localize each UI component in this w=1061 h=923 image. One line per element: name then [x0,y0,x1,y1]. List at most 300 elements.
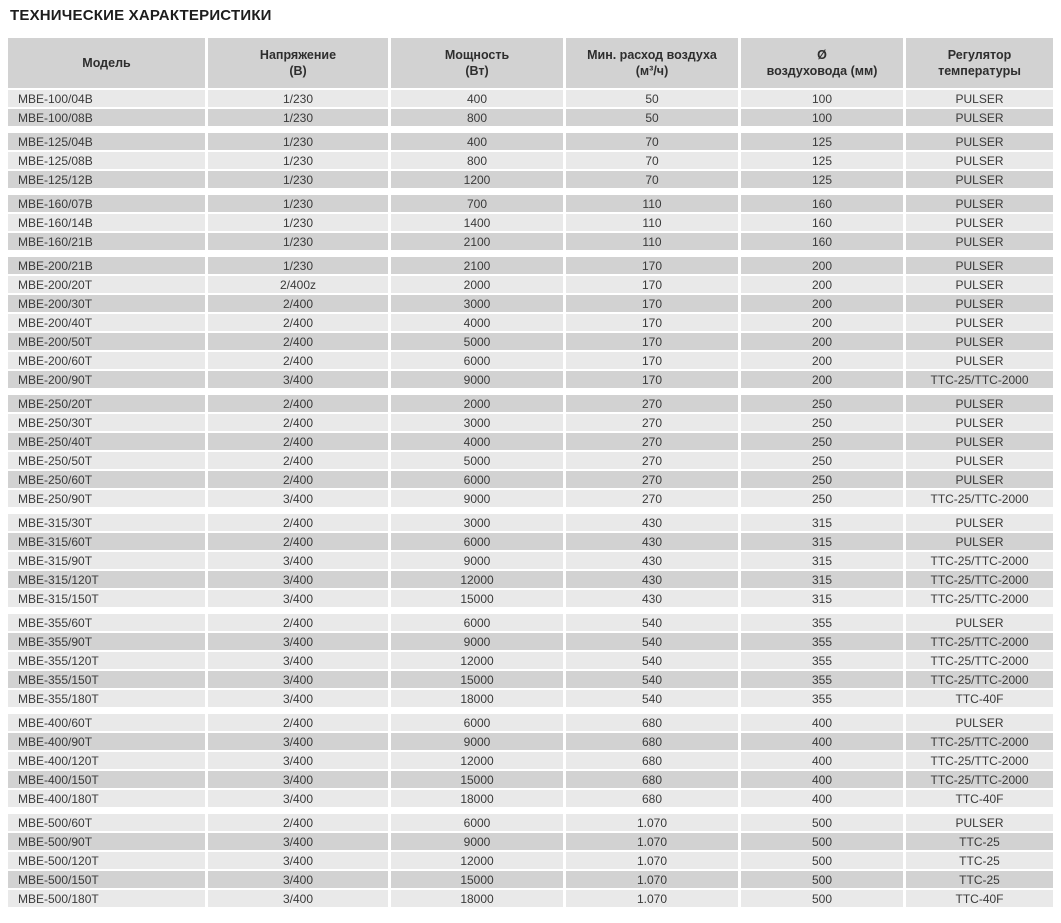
cell-model: MBE-250/90T [8,490,205,507]
table-row [8,276,1053,293]
table-body [8,90,1053,907]
cell-model: MBE-200/90T [8,371,205,388]
table-row [8,790,1053,807]
cell-voltage: 3/400 [208,571,388,588]
cell-duct-diameter: 200 [741,295,903,312]
cell-duct-diameter: 160 [741,195,903,212]
cell-model: MBE-315/150T [8,590,205,607]
cell-voltage: 1/230 [208,152,388,169]
cell-min-airflow: 70 [566,152,738,169]
cell-temp-regulator: PULSER [906,314,1053,331]
cell-power: 15000 [391,671,563,688]
cell-model: MBE-400/60T [8,714,205,731]
cell-model: MBE-250/60T [8,471,205,488]
cell-power: 400 [391,90,563,107]
cell-model: MBE-500/180T [8,890,205,907]
table-row [8,652,1053,669]
cell-duct-diameter: 400 [741,771,903,788]
cell-min-airflow: 110 [566,233,738,250]
cell-model: MBE-160/21B [8,233,205,250]
cell-temp-regulator: PULSER [906,352,1053,369]
cell-model: MBE-355/150T [8,671,205,688]
table-row [8,433,1053,450]
cell-power: 2100 [391,257,563,274]
cell-min-airflow: 430 [566,590,738,607]
cell-power: 1400 [391,214,563,231]
cell-min-airflow: 170 [566,276,738,293]
table-row [8,890,1053,907]
cell-duct-diameter: 355 [741,614,903,631]
table-row [8,571,1053,588]
table-row [8,195,1053,212]
header-power [391,38,563,88]
cell-min-airflow: 680 [566,771,738,788]
cell-temp-regulator: PULSER [906,433,1053,450]
cell-min-airflow: 110 [566,214,738,231]
cell-power: 6000 [391,714,563,731]
header-temp-regulator-unit: температуры [938,64,1021,78]
cell-voltage: 1/230 [208,257,388,274]
cell-temp-regulator: TTC-25/TTC-2000 [906,733,1053,750]
table-header-row [8,38,1053,88]
cell-model: MBE-250/50T [8,452,205,469]
cell-power: 700 [391,195,563,212]
header-temp-regulator-label: Регулятор [947,47,1012,62]
cell-duct-diameter: 200 [741,333,903,350]
cell-temp-regulator: TTC-25/TTC-2000 [906,771,1053,788]
cell-duct-diameter: 355 [741,671,903,688]
cell-model: MBE-200/60T [8,352,205,369]
cell-temp-regulator: PULSER [906,452,1053,469]
cell-power: 6000 [391,471,563,488]
cell-min-airflow: 270 [566,490,738,507]
cell-power: 6000 [391,814,563,831]
cell-temp-regulator: TTC-25/TTC-2000 [906,371,1053,388]
cell-duct-diameter: 200 [741,352,903,369]
cell-duct-diameter: 125 [741,133,903,150]
header-voltage-label: Напряжение [259,47,337,62]
cell-temp-regulator: TTC-40F [906,890,1053,907]
cell-model: MBE-200/40T [8,314,205,331]
cell-min-airflow: 1.070 [566,871,738,888]
cell-duct-diameter: 500 [741,890,903,907]
header-power-unit: (Вт) [465,64,489,78]
cell-temp-regulator: PULSER [906,195,1053,212]
table-row [8,314,1053,331]
cell-temp-regulator: TTC-25/TTC-2000 [906,490,1053,507]
cell-model: MBE-125/12B [8,171,205,188]
cell-model: MBE-200/21B [8,257,205,274]
page-title: ТЕХНИЧЕСКИЕ ХАРАКТЕРИСТИКИ [10,7,272,24]
table-row [8,295,1053,312]
cell-voltage: 1/230 [208,233,388,250]
table-row [8,771,1053,788]
cell-min-airflow: 270 [566,414,738,431]
cell-model: MBE-200/50T [8,333,205,350]
header-voltage [208,38,388,88]
cell-model: MBE-315/60T [8,533,205,550]
table-row [8,514,1053,531]
cell-temp-regulator: PULSER [906,814,1053,831]
table-row [8,733,1053,750]
cell-min-airflow: 430 [566,533,738,550]
cell-min-airflow: 1.070 [566,814,738,831]
cell-power: 6000 [391,533,563,550]
cell-min-airflow: 540 [566,633,738,650]
cell-temp-regulator: TTC-25 [906,871,1053,888]
cell-power: 4000 [391,433,563,450]
cell-temp-regulator: PULSER [906,714,1053,731]
cell-model: MBE-400/120T [8,752,205,769]
table-row [8,614,1053,631]
cell-temp-regulator: TTC-40F [906,690,1053,707]
cell-duct-diameter: 400 [741,733,903,750]
cell-min-airflow: 680 [566,733,738,750]
cell-temp-regulator: PULSER [906,133,1053,150]
table-row [8,452,1053,469]
cell-power: 9000 [391,633,563,650]
cell-voltage: 2/400 [208,414,388,431]
header-voltage-unit: (В) [289,64,307,78]
cell-duct-diameter: 500 [741,871,903,888]
cell-min-airflow: 540 [566,690,738,707]
table-row [8,414,1053,431]
cell-voltage: 2/400 [208,395,388,412]
header-duct-diameter-label: Ø [817,47,827,62]
cell-voltage: 2/400 [208,333,388,350]
cell-voltage: 3/400 [208,771,388,788]
cell-duct-diameter: 100 [741,90,903,107]
cell-min-airflow: 430 [566,514,738,531]
cell-min-airflow: 170 [566,352,738,369]
cell-voltage: 2/400 [208,452,388,469]
cell-duct-diameter: 315 [741,514,903,531]
cell-voltage: 3/400 [208,490,388,507]
cell-duct-diameter: 200 [741,314,903,331]
cell-voltage: 3/400 [208,733,388,750]
cell-voltage: 3/400 [208,690,388,707]
cell-power: 1200 [391,171,563,188]
cell-min-airflow: 1.070 [566,833,738,850]
table-row [8,714,1053,731]
cell-voltage: 2/400 [208,533,388,550]
cell-power: 6000 [391,614,563,631]
cell-voltage: 3/400 [208,552,388,569]
table-row [8,833,1053,850]
cell-model: MBE-500/120T [8,852,205,869]
cell-voltage: 1/230 [208,109,388,126]
cell-power: 18000 [391,790,563,807]
cell-duct-diameter: 250 [741,452,903,469]
cell-power: 15000 [391,590,563,607]
cell-model: MBE-200/30T [8,295,205,312]
table-row [8,257,1053,274]
cell-min-airflow: 540 [566,671,738,688]
cell-duct-diameter: 355 [741,652,903,669]
cell-voltage: 1/230 [208,133,388,150]
cell-model: MBE-250/30T [8,414,205,431]
table-row [8,352,1053,369]
cell-voltage: 3/400 [208,671,388,688]
cell-temp-regulator: PULSER [906,414,1053,431]
cell-voltage: 2/400z [208,276,388,293]
cell-power: 12000 [391,571,563,588]
cell-model: MBE-500/150T [8,871,205,888]
cell-temp-regulator: PULSER [906,233,1053,250]
cell-temp-regulator: TTC-25/TTC-2000 [906,552,1053,569]
cell-power: 2000 [391,395,563,412]
cell-model: MBE-200/20T [8,276,205,293]
cell-model: MBE-355/180T [8,690,205,707]
cell-min-airflow: 270 [566,452,738,469]
cell-power: 9000 [391,490,563,507]
table-row [8,552,1053,569]
cell-duct-diameter: 315 [741,552,903,569]
cell-model: MBE-315/30T [8,514,205,531]
cell-model: MBE-400/150T [8,771,205,788]
cell-voltage: 1/230 [208,214,388,231]
table-row [8,109,1053,126]
cell-voltage: 2/400 [208,614,388,631]
cell-duct-diameter: 500 [741,833,903,850]
cell-model: MBE-355/90T [8,633,205,650]
cell-min-airflow: 110 [566,195,738,212]
cell-duct-diameter: 315 [741,571,903,588]
cell-duct-diameter: 315 [741,590,903,607]
cell-temp-regulator: PULSER [906,395,1053,412]
cell-power: 400 [391,133,563,150]
cell-duct-diameter: 200 [741,257,903,274]
cell-voltage: 1/230 [208,90,388,107]
cell-voltage: 2/400 [208,352,388,369]
cell-power: 800 [391,152,563,169]
cell-model: MBE-250/40T [8,433,205,450]
cell-duct-diameter: 200 [741,276,903,293]
cell-power: 800 [391,109,563,126]
cell-voltage: 3/400 [208,790,388,807]
header-temp-regulator [906,38,1053,88]
cell-duct-diameter: 250 [741,395,903,412]
cell-min-airflow: 170 [566,333,738,350]
cell-min-airflow: 70 [566,133,738,150]
cell-min-airflow: 270 [566,395,738,412]
header-min-airflow [566,38,738,88]
cell-power: 15000 [391,771,563,788]
cell-power: 9000 [391,371,563,388]
cell-temp-regulator: PULSER [906,109,1053,126]
cell-power: 18000 [391,890,563,907]
cell-power: 2000 [391,276,563,293]
cell-voltage: 2/400 [208,514,388,531]
cell-model: MBE-125/04B [8,133,205,150]
cell-voltage: 3/400 [208,652,388,669]
cell-min-airflow: 540 [566,614,738,631]
cell-model: MBE-160/07B [8,195,205,212]
table-row [8,871,1053,888]
table-row [8,852,1053,869]
cell-min-airflow: 430 [566,552,738,569]
cell-min-airflow: 170 [566,295,738,312]
cell-temp-regulator: TTC-40F [906,790,1053,807]
cell-power: 18000 [391,690,563,707]
cell-duct-diameter: 400 [741,790,903,807]
cell-voltage: 2/400 [208,714,388,731]
header-model [8,38,205,88]
cell-temp-regulator: TTC-25/TTC-2000 [906,590,1053,607]
cell-duct-diameter: 125 [741,152,903,169]
cell-temp-regulator: TTC-25/TTC-2000 [906,752,1053,769]
cell-voltage: 3/400 [208,590,388,607]
cell-model: MBE-315/120T [8,571,205,588]
cell-voltage: 2/400 [208,295,388,312]
cell-model: MBE-100/08B [8,109,205,126]
cell-temp-regulator: PULSER [906,152,1053,169]
cell-min-airflow: 70 [566,171,738,188]
cell-model: MBE-100/04B [8,90,205,107]
cell-model: MBE-355/60T [8,614,205,631]
cell-temp-regulator: PULSER [906,257,1053,274]
cell-voltage: 1/230 [208,171,388,188]
cell-power: 12000 [391,652,563,669]
cell-duct-diameter: 160 [741,233,903,250]
cell-temp-regulator: TTC-25/TTC-2000 [906,671,1053,688]
header-min-airflow-label: Мин. расход воздуха [587,47,717,62]
cell-min-airflow: 270 [566,471,738,488]
cell-temp-regulator: TTC-25/TTC-2000 [906,633,1053,650]
cell-model: MBE-500/60T [8,814,205,831]
cell-model: MBE-125/08B [8,152,205,169]
cell-power: 9000 [391,733,563,750]
cell-temp-regulator: PULSER [906,276,1053,293]
table-row [8,690,1053,707]
table-row [8,814,1053,831]
cell-model: MBE-500/90T [8,833,205,850]
cell-power: 9000 [391,552,563,569]
cell-voltage: 2/400 [208,471,388,488]
table-row [8,471,1053,488]
cell-voltage: 3/400 [208,890,388,907]
cell-power: 4000 [391,314,563,331]
cell-min-airflow: 1.070 [566,890,738,907]
cell-duct-diameter: 200 [741,371,903,388]
table-row [8,590,1053,607]
cell-voltage: 3/400 [208,871,388,888]
header-duct-diameter [741,38,903,88]
table-row [8,133,1053,150]
cell-temp-regulator: PULSER [906,214,1053,231]
cell-duct-diameter: 400 [741,714,903,731]
cell-voltage: 2/400 [208,314,388,331]
header-power-label: Мощность [444,47,510,62]
cell-min-airflow: 540 [566,652,738,669]
cell-duct-diameter: 400 [741,752,903,769]
cell-duct-diameter: 355 [741,633,903,650]
cell-min-airflow: 680 [566,714,738,731]
cell-power: 3000 [391,514,563,531]
cell-voltage: 1/230 [208,195,388,212]
spec-table [8,38,1053,909]
cell-min-airflow: 170 [566,314,738,331]
cell-temp-regulator: PULSER [906,614,1053,631]
cell-voltage: 3/400 [208,833,388,850]
cell-power: 6000 [391,352,563,369]
cell-min-airflow: 270 [566,433,738,450]
cell-duct-diameter: 315 [741,533,903,550]
cell-power: 3000 [391,295,563,312]
cell-duct-diameter: 500 [741,852,903,869]
cell-temp-regulator: PULSER [906,295,1053,312]
cell-min-airflow: 680 [566,752,738,769]
table-row [8,90,1053,107]
cell-temp-regulator: PULSER [906,171,1053,188]
cell-duct-diameter: 250 [741,471,903,488]
cell-power: 5000 [391,333,563,350]
cell-temp-regulator: TTC-25/TTC-2000 [906,571,1053,588]
cell-temp-regulator: PULSER [906,533,1053,550]
cell-duct-diameter: 250 [741,490,903,507]
cell-power: 2100 [391,233,563,250]
cell-voltage: 3/400 [208,752,388,769]
header-min-airflow-unit: (м³/ч) [635,64,669,78]
cell-duct-diameter: 160 [741,214,903,231]
cell-voltage: 2/400 [208,814,388,831]
table-row [8,214,1053,231]
cell-model: MBE-160/14B [8,214,205,231]
cell-voltage: 2/400 [208,433,388,450]
table-row [8,671,1053,688]
cell-duct-diameter: 100 [741,109,903,126]
table-row [8,395,1053,412]
header-duct-diameter-unit: воздуховода (мм) [766,64,878,78]
table-row [8,490,1053,507]
cell-model: MBE-250/20T [8,395,205,412]
cell-min-airflow: 680 [566,790,738,807]
table-row [8,371,1053,388]
cell-power: 12000 [391,852,563,869]
cell-duct-diameter: 250 [741,433,903,450]
cell-power: 15000 [391,871,563,888]
table-row [8,752,1053,769]
header-model-label: Модель [82,55,131,70]
cell-duct-diameter: 125 [741,171,903,188]
cell-model: MBE-400/180T [8,790,205,807]
cell-voltage: 3/400 [208,371,388,388]
cell-temp-regulator: TTC-25 [906,833,1053,850]
cell-min-airflow: 170 [566,371,738,388]
cell-min-airflow: 170 [566,257,738,274]
cell-min-airflow: 50 [566,109,738,126]
table-row [8,233,1053,250]
table-row [8,333,1053,350]
cell-model: MBE-400/90T [8,733,205,750]
cell-min-airflow: 50 [566,90,738,107]
cell-power: 12000 [391,752,563,769]
table-row [8,633,1053,650]
cell-duct-diameter: 500 [741,814,903,831]
cell-temp-regulator: TTC-25/TTC-2000 [906,652,1053,669]
table-row [8,152,1053,169]
table-row [8,171,1053,188]
cell-power: 9000 [391,833,563,850]
cell-duct-diameter: 250 [741,414,903,431]
cell-min-airflow: 430 [566,571,738,588]
cell-power: 3000 [391,414,563,431]
cell-duct-diameter: 355 [741,690,903,707]
cell-temp-regulator: TTC-25 [906,852,1053,869]
cell-temp-regulator: PULSER [906,90,1053,107]
cell-model: MBE-355/120T [8,652,205,669]
cell-min-airflow: 1.070 [566,852,738,869]
